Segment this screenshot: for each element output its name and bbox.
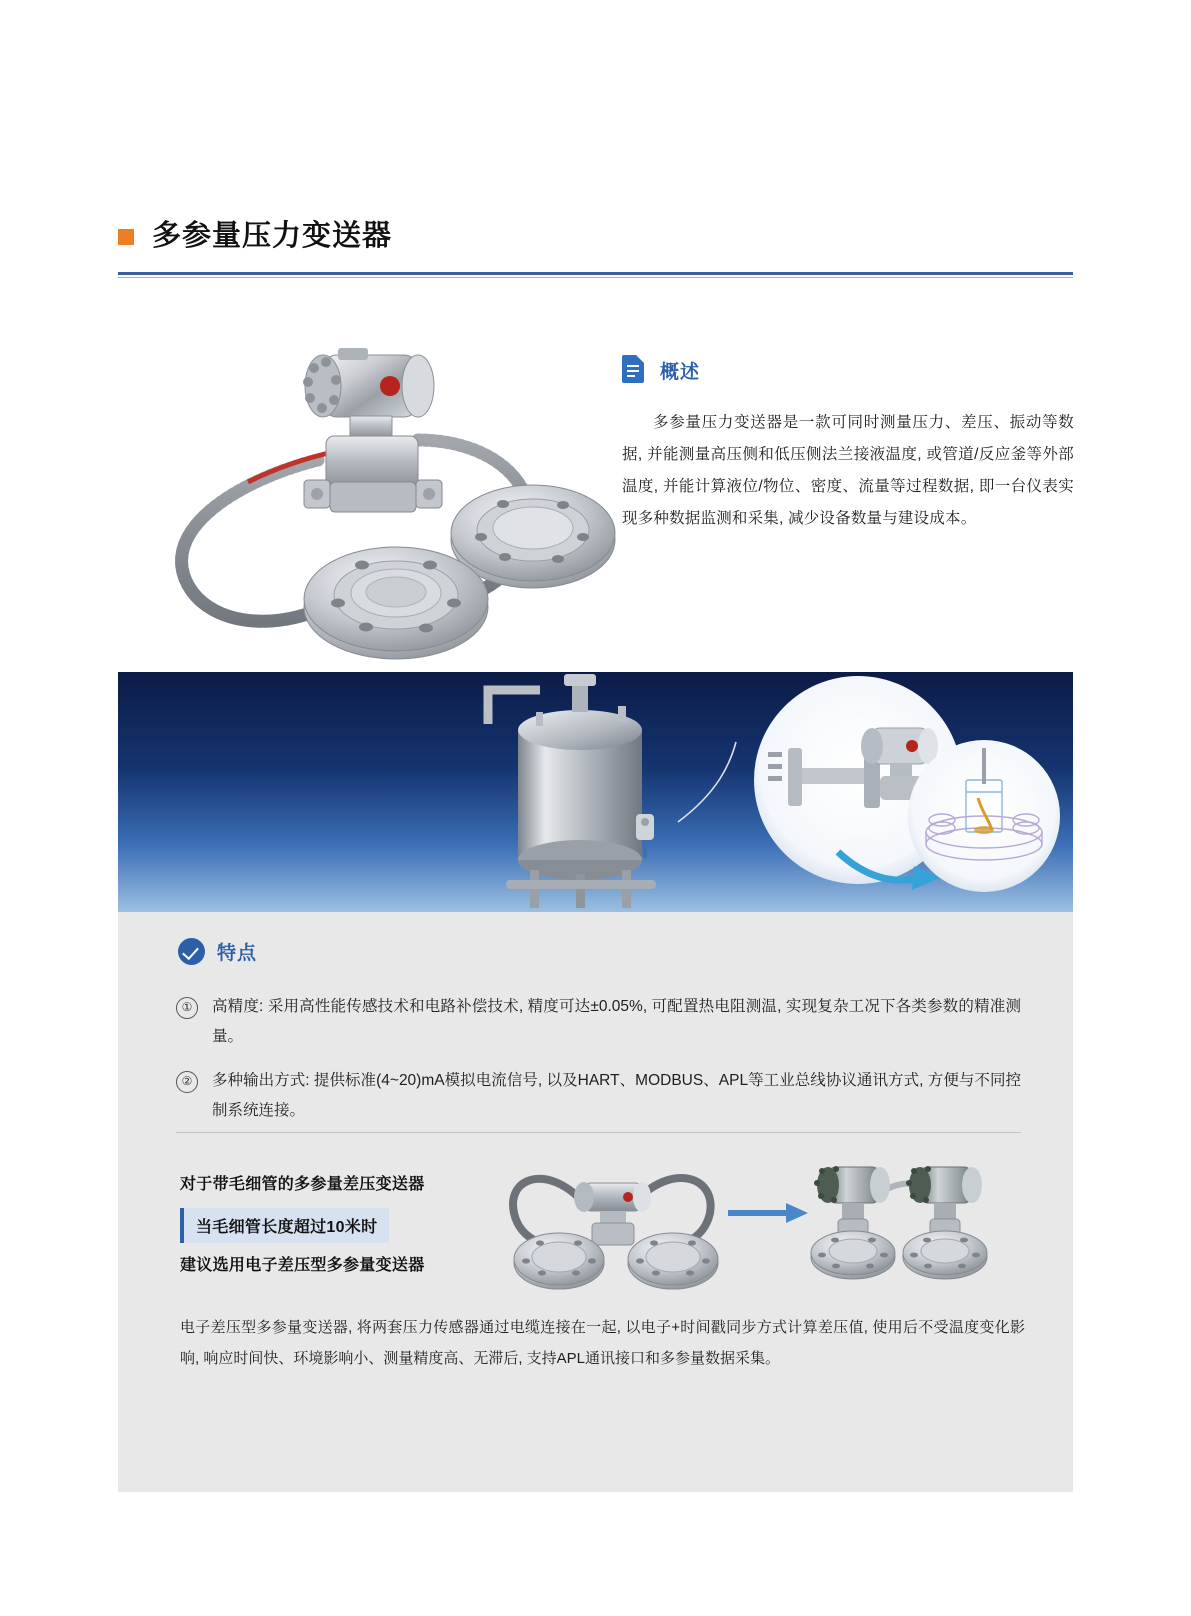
overview-paragraph: 多参量压力变送器是一款可同时测量压力、差压、振动等数据, 并能测量高压侧和低压侧法兰接液温度, 或管道/反应釜等外部温度, 并能计算液位/物位、密度、流量等过程数据, 即一台仪表实现多种数据监测和采集, 减少设备数量与建设成本。 bbox=[622, 414, 1074, 527]
callout-line-1: 对于带毛细管的多参量差压变送器 bbox=[180, 1176, 425, 1193]
arrow-right-icon bbox=[728, 1205, 810, 1221]
features-heading bbox=[178, 938, 257, 965]
feature-text: 高精度: 采用高性能传感技术和电路补偿技术, 精度可达±0.05%, 可配置热电阻测温, 实现复杂工况下各类参数的精准测量。 bbox=[212, 998, 1021, 1045]
section-divider bbox=[176, 1132, 1021, 1133]
overview-title: 概述 bbox=[660, 361, 701, 383]
feature-text: 多种输出方式: 提供标准(4~20)mA模拟电流信号, 以及HART、MODBUS、APL等工业总线协议通讯方式, 方便与不同控制系统连接。 bbox=[212, 1072, 1021, 1119]
product-photo bbox=[118, 330, 618, 660]
overview-heading bbox=[622, 355, 1074, 385]
features-title: 特点 bbox=[217, 943, 258, 964]
overview-section bbox=[622, 355, 1074, 535]
features-list bbox=[176, 992, 1021, 1140]
callout-photos bbox=[488, 1147, 1018, 1297]
title-divider-thick bbox=[118, 272, 1073, 275]
orange-square-marker bbox=[118, 229, 134, 245]
features-panel bbox=[118, 912, 1073, 1492]
page-title-row bbox=[118, 222, 1073, 251]
feature-number: ② bbox=[176, 1071, 198, 1093]
title-divider-thin bbox=[118, 277, 1073, 278]
page-title: 多参量压力变送器 bbox=[152, 220, 393, 252]
page-header bbox=[118, 222, 1073, 282]
document-icon bbox=[622, 355, 648, 385]
feature-number: ① bbox=[176, 997, 198, 1019]
list-item bbox=[176, 992, 1021, 1052]
closing-paragraph: 电子差压型多参量变送器, 将两套压力传感器通过电缆连接在一起, 以电子+时间戳同步方式计算差压值, 使用后不受温度变化影响, 响应时间快、环境影响小、测量精度高、无滞后, 支持APL通讯接口和多参量数据采集。 bbox=[180, 1319, 1025, 1367]
callout-highlight: 当毛细管长度超过10米时 bbox=[180, 1208, 389, 1243]
capillary-callout bbox=[180, 1170, 480, 1281]
application-banner bbox=[118, 672, 1073, 912]
list-item bbox=[176, 1066, 1021, 1126]
callout-line-2: 建议选用电子差压型多参量变送器 bbox=[180, 1257, 425, 1274]
check-circle-icon bbox=[178, 938, 205, 965]
